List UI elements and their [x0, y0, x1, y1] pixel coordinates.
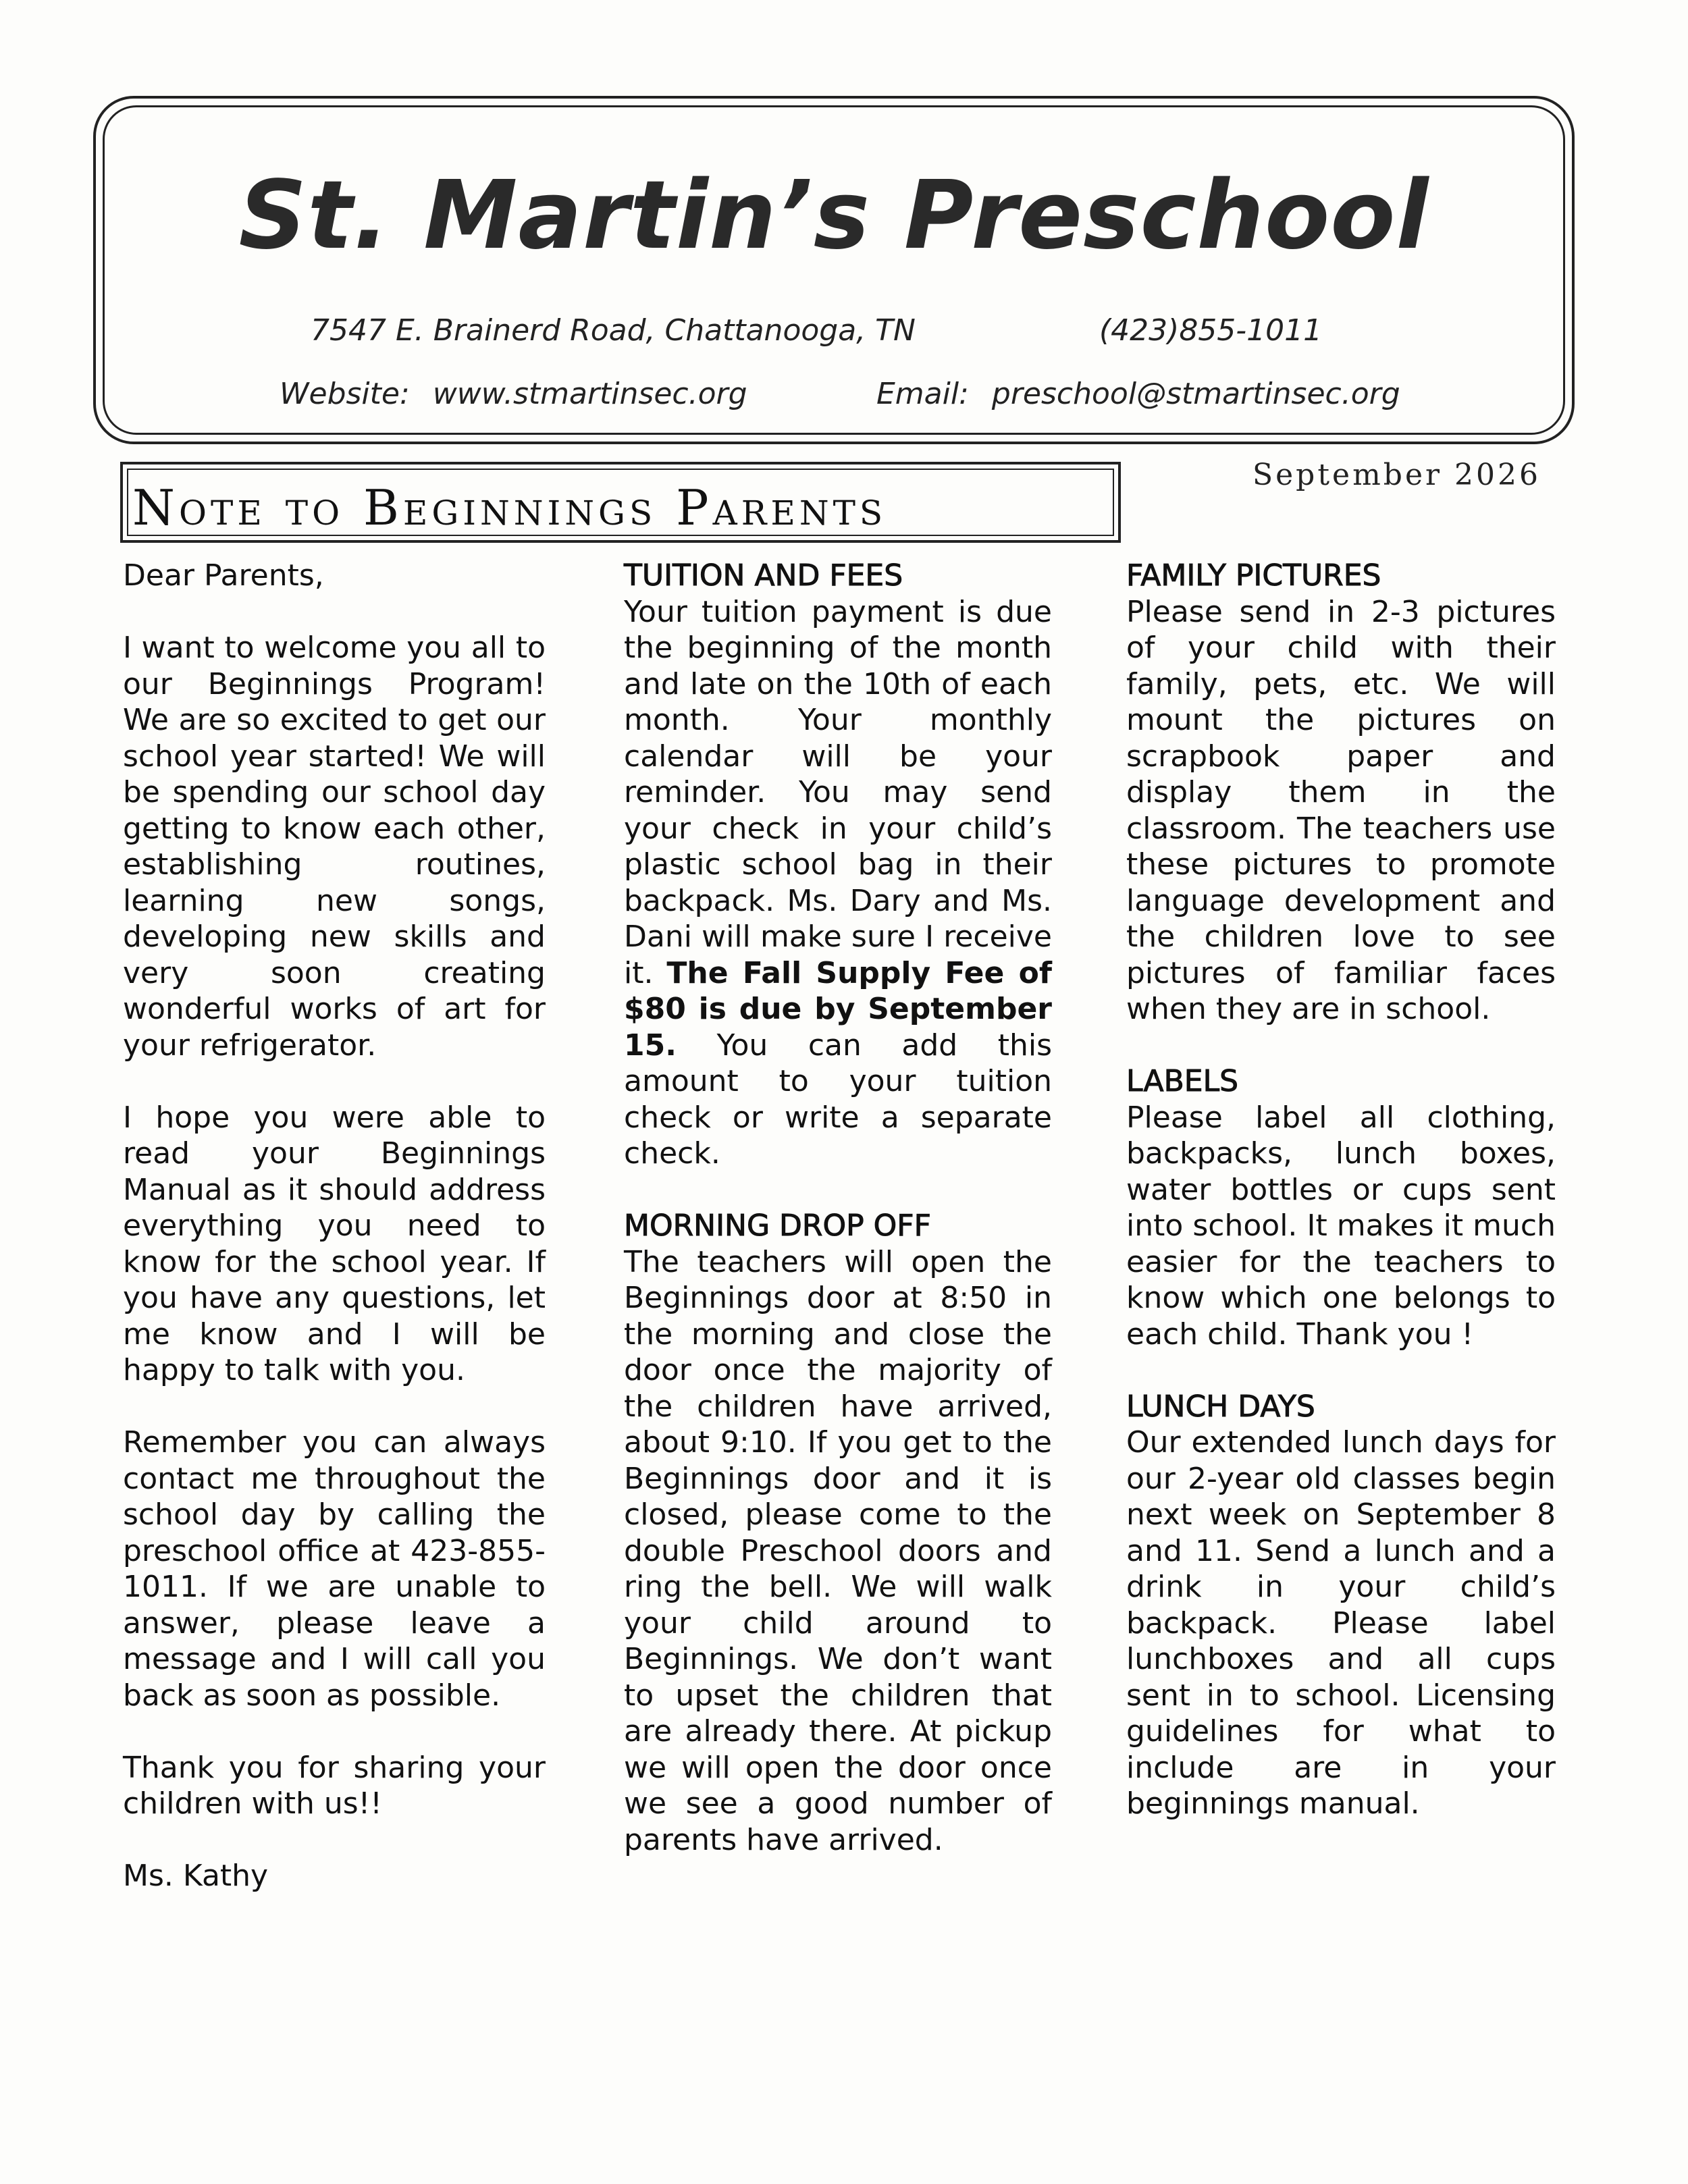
dropoff-section: [624, 1208, 1052, 1858]
letter-signature: Ms. Kathy: [123, 1859, 269, 1893]
letter-paragraph-4: Thank you for sharing your children with us!!: [123, 1750, 546, 1821]
letter-greeting: Dear Parents,: [123, 558, 324, 593]
letter-column: [123, 558, 546, 1930]
address: 7547 E. Brainerd Road, Chattanooga, TN: [311, 313, 916, 348]
email-link[interactable]: preschool@stmartinsec.org: [991, 377, 1400, 411]
website-link[interactable]: www.stmartinsec.org: [432, 377, 747, 411]
letter-paragraph-1: I want to welcome you all to our Beginnings Program! We are so excited to get our school year started! We will be spending our school day getting to know each other, establishing routines, learning new songs, developing new skills and very soon creating wonderful works of art for your refrigerator.: [123, 631, 546, 1063]
tuition-text: [624, 594, 1052, 1172]
pictures-text: Please send in 2-3 pictures of your child with their family, pets, etc. We will mount the pictures on scrapbook paper and display them in the classroom. The teachers use these pictures to promote language development and the children love to see pictures of familiar faces when they are in school.: [1126, 594, 1556, 1026]
note-title-box: [120, 462, 1121, 543]
tuition-text-b: You can add this amount to your tuition check or write a separate check.: [624, 1028, 1052, 1171]
lunch-section: [1126, 1389, 1556, 1822]
letter-paragraph-2: I hope you were able to read your Beginnings Manual as it should address everything you need to know for the school year. If you have any questions, let me know and I will be happy to talk with you.: [123, 1100, 546, 1387]
middle-column: [624, 558, 1052, 1894]
website-label: Website:: [280, 377, 410, 411]
phone: (423)855-1011: [1099, 313, 1323, 348]
dropoff-text: The teachers will open the Beginnings door at 8:50 in the morning and close the door once the majority of the children have arrived, about 9:10. If you get to the Beginnings door and it is closed, please come to the double Preschool doors and ring the bell. We will walk your child around to Beginnings. We don’t want to upset the children that are already there. At pickup we will open the door once we see a good number of parents have arrived.: [624, 1244, 1052, 1857]
issue-date: September 2026: [1252, 458, 1541, 492]
tuition-text-a: Your tuition payment is due the beginning of the month and late on the 10th of each month. Your monthly calendar will be your reminder. You may send your check in your child’s plastic school bag in their backpack. Ms. Dary and Ms. Dani will make sure I receive it.: [624, 594, 1052, 990]
tuition-section: [624, 558, 1052, 1172]
email-label: Email:: [876, 377, 969, 411]
lunch-heading: LUNCH DAYS: [1126, 1389, 1315, 1424]
header-box: [93, 96, 1575, 444]
dropoff-heading: MORNING DROP OFF: [624, 1208, 931, 1243]
email-line: [876, 377, 1400, 411]
labels-section: [1126, 1063, 1556, 1352]
note-title: Note to Beginnings Parents: [132, 479, 887, 536]
letter-paragraph-3: Remember you can always contact me throughout the school day by calling the preschool office at 423-855-1011. If we are unable to answer, please leave a message and I will call you back as soon as possible.: [123, 1425, 546, 1713]
labels-text: Please label all clothing, backpacks, lunch boxes, water bottles or cups sent into school. It makes it much easier for the teachers to know which one belongs to each child. Thank you !: [1126, 1100, 1556, 1352]
tuition-heading: TUITION AND FEES: [624, 558, 903, 593]
right-column: [1126, 558, 1556, 1858]
supply-fee-notice: The Fall Supply Fee of $80 is due by September 15.: [624, 955, 1052, 1063]
pictures-section: [1126, 558, 1556, 1028]
labels-heading: LABELS: [1126, 1064, 1239, 1098]
school-title: St. Martin’s Preschool: [238, 161, 1429, 271]
website-line: [280, 377, 747, 411]
pictures-heading: FAMILY PICTURES: [1126, 558, 1381, 593]
lunch-text: Our extended lunch days for our 2-year old classes begin next week on September 8 and 11. Send a lunch and a drink in your child’s backpack. Please label lunchboxes and all cups sent in to school. Licensing guidelines for what to include are in your beginnings manual.: [1126, 1425, 1556, 1821]
